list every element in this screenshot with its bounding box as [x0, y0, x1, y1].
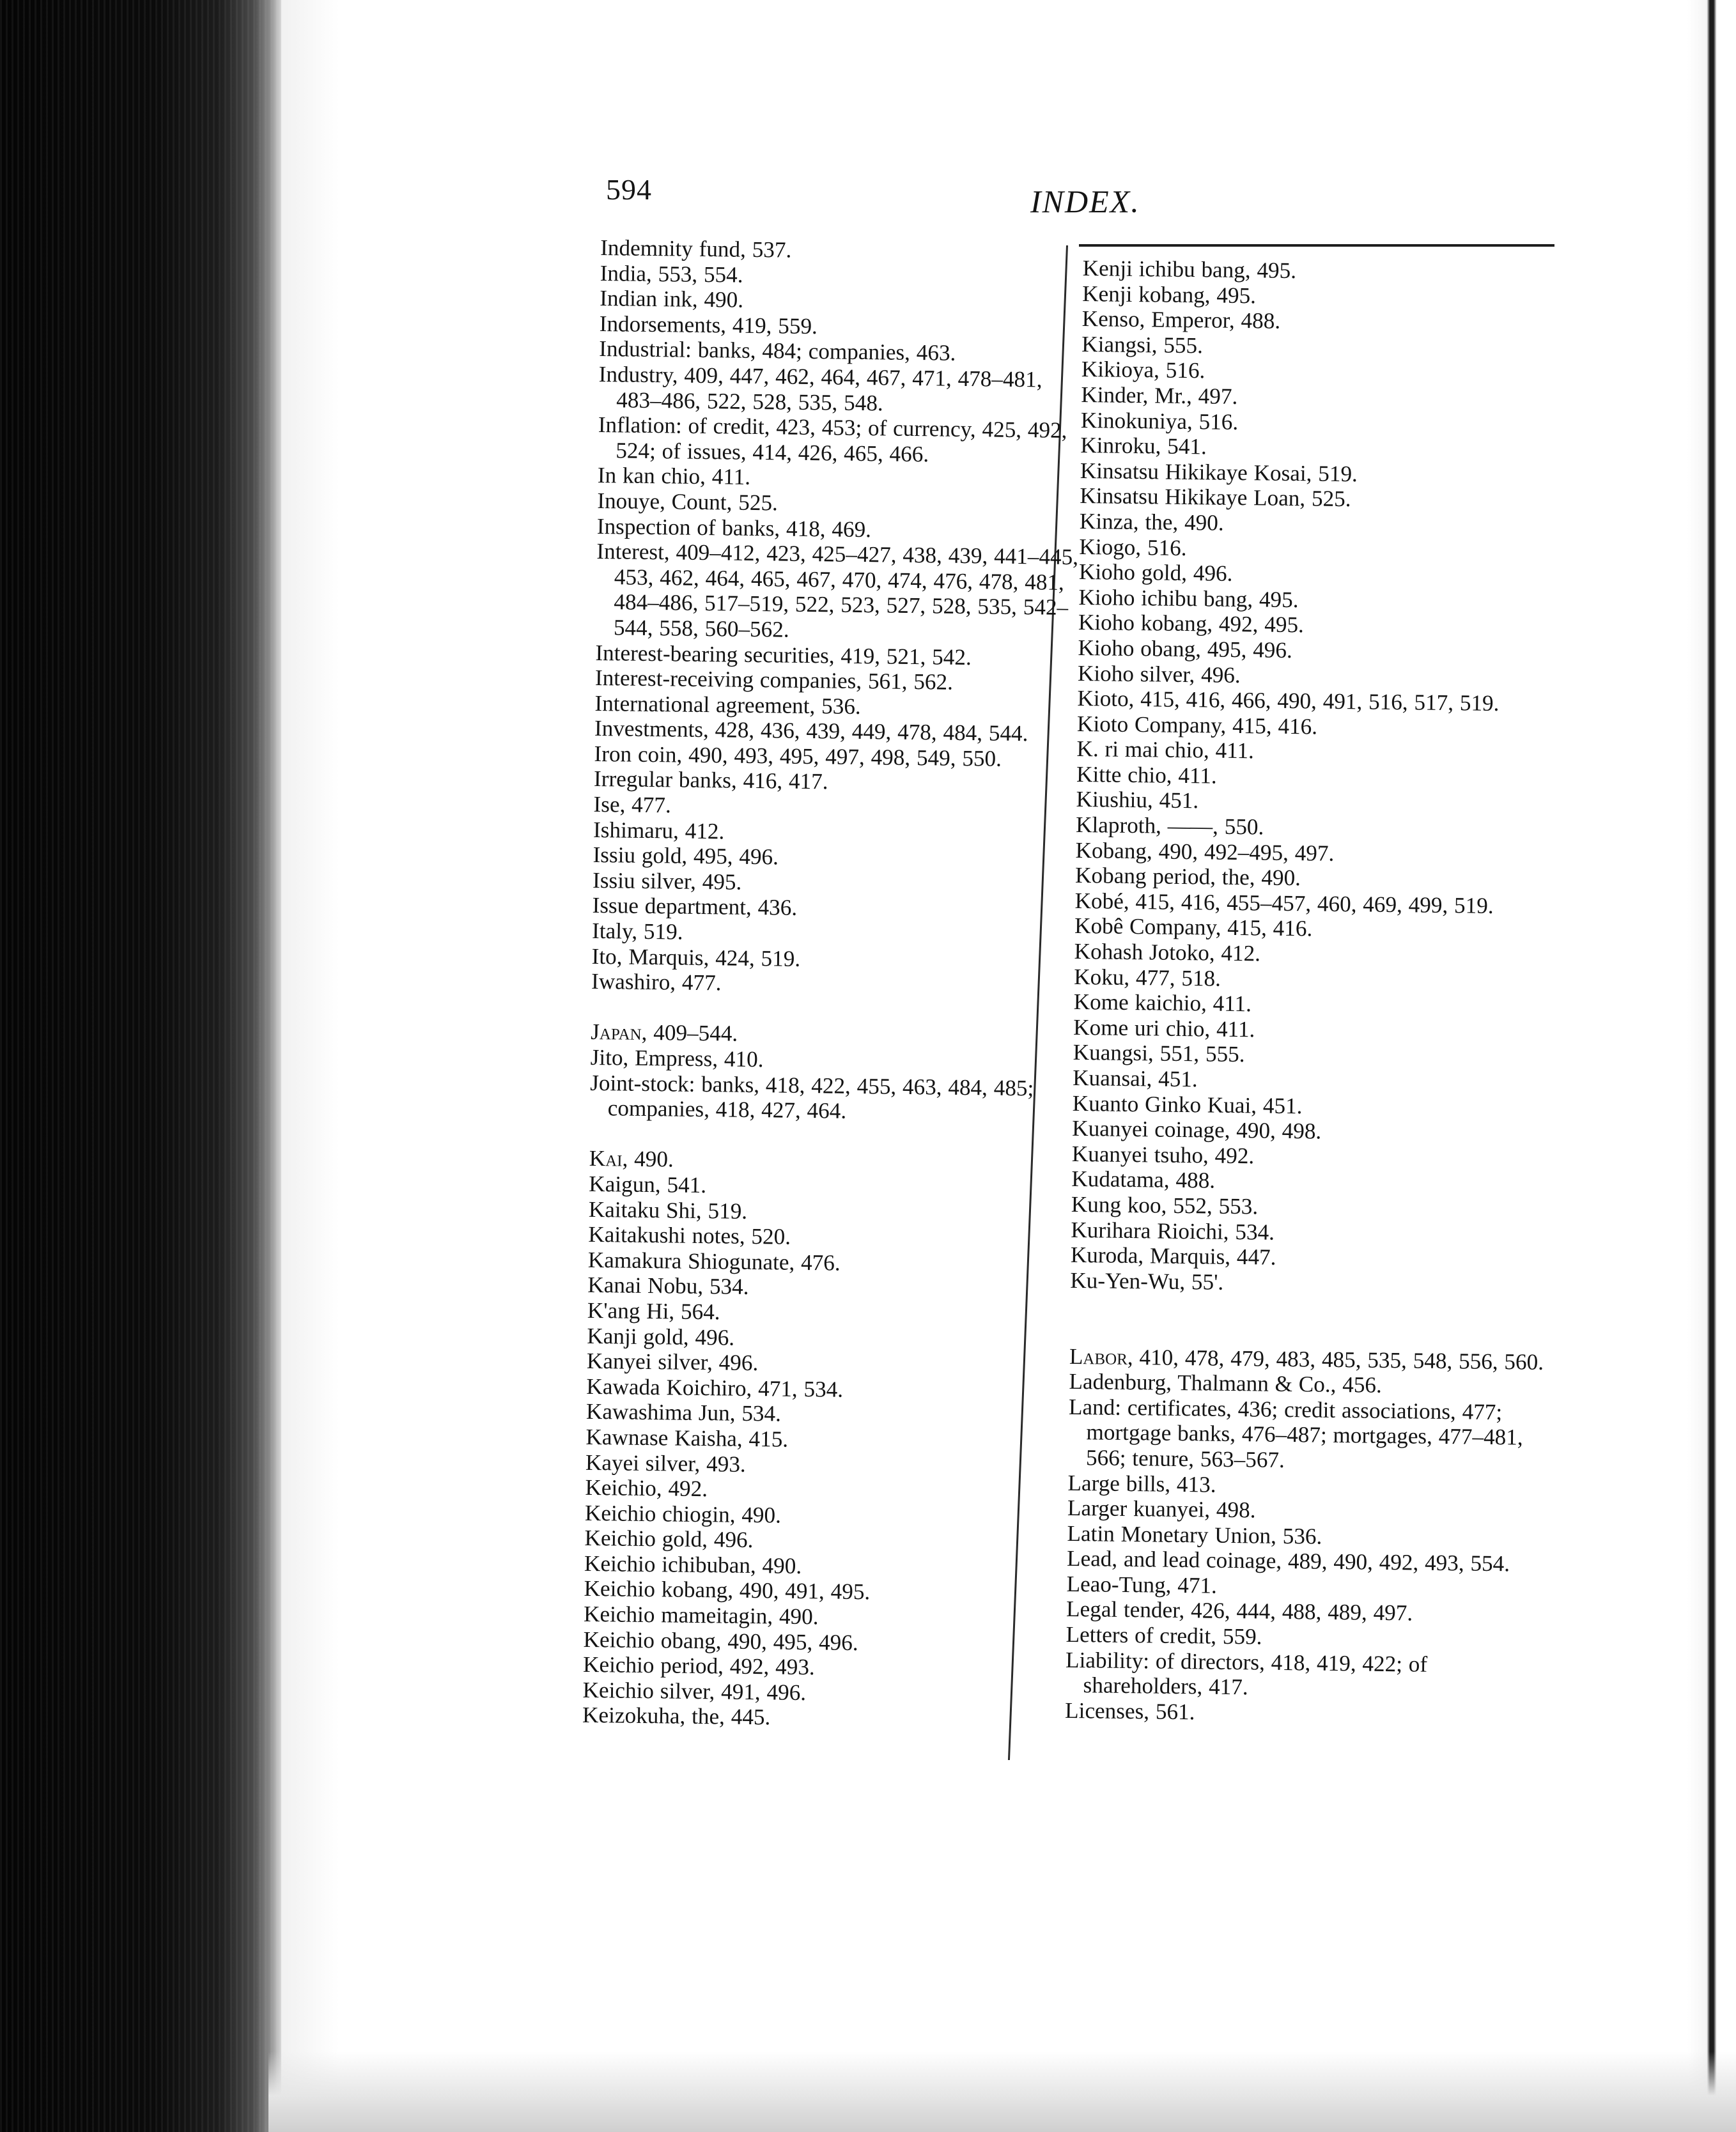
index-entry: Interest, 409–412, 423, 425–427, 438, 439, 441–445, 453, 462, 464, 465, 467, 470, 474, 476, 478, 481, 484–486, 517–519, 522, 523, 527, 528, 535, 542–544, 558, 560–562.: [596, 539, 1079, 642]
index-entry: Keichio period, 492, 493.: [582, 1652, 815, 1680]
index-entry: Irregular banks, 416, 417.: [593, 766, 828, 794]
index-entry: Keichio mameitagin, 490.: [583, 1601, 819, 1630]
index-entry: Kuanto Ginko Kuai, 451.: [1072, 1090, 1303, 1118]
index-entry: Kai, 490.: [589, 1146, 674, 1172]
index-entry: Labor, 410, 478, 479, 483, 485, 535, 548, 556, 560.: [1069, 1343, 1544, 1375]
index-entry: Keichio chiogin, 490.: [584, 1500, 782, 1528]
index-entry: Indorsements, 419, 559.: [599, 311, 818, 339]
index-entry: Letters of credit, 559.: [1066, 1621, 1262, 1649]
index-entry: Kiushiu, 451.: [1076, 787, 1199, 814]
index-entry: Kinsatsu Hikikaye Loan, 525.: [1080, 483, 1351, 512]
index-entry: Kinza, the, 490.: [1079, 508, 1224, 536]
index-entry: Legal tender, 426, 444, 488, 489, 497.: [1066, 1596, 1413, 1626]
index-entry: Issiu silver, 495.: [592, 867, 742, 895]
index-entry: Kenso, Emperor, 488.: [1081, 306, 1281, 334]
index-entry: Kikioya, 516.: [1081, 357, 1205, 383]
index-entry: Kinokuniya, 516.: [1080, 407, 1239, 435]
index-entry: Kobang, 490, 492–495, 497.: [1075, 837, 1335, 866]
index-entry: Kanji gold, 496.: [587, 1323, 735, 1350]
index-entry: Inspection of banks, 418, 469.: [596, 513, 872, 542]
index-entry: Land: certificates, 436; credit associations, 477; mortgage banks, 476–487; mortgages, 477–481, 566; tenure, 563–567.: [1068, 1394, 1523, 1472]
index-entry: Italy, 519.: [591, 918, 683, 945]
index-entry: Joint-stock: banks, 418, 422, 455, 463, 484, 485; companies, 418, 427, 464.: [590, 1070, 1034, 1124]
index-entry: Iron coin, 490, 493, 495, 497, 498, 549, 550.: [594, 741, 1002, 771]
index-entry: Kawada Koichiro, 471, 534.: [586, 1373, 844, 1402]
index-entry: Kanai Nobu, 534.: [587, 1272, 749, 1300]
index-entry: In kan chio, 411.: [597, 463, 751, 490]
index-entry: Ishimaru, 412.: [593, 817, 725, 844]
index-entry: Inouye, Count, 525.: [597, 488, 779, 516]
index-entry: Kaitakushi notes, 520.: [588, 1222, 791, 1249]
index-entry: Keizokuha, the, 445.: [582, 1703, 771, 1730]
index-entry: Kobé, 415, 416, 455–457, 460, 469, 499, 519.: [1074, 888, 1494, 918]
index-entry: India, 553, 554.: [600, 260, 743, 288]
index-entry: Kioho ichibu bang, 495.: [1078, 584, 1299, 612]
index-entry: K. ri mai chio, 411.: [1076, 736, 1255, 764]
index-entry: Inflation: of credit, 423, 453; of currency, 425, 492, 524; of issues, 414, 426, 465, 466.: [598, 412, 1067, 467]
index-entry: Kobang period, the, 490.: [1074, 863, 1301, 891]
index-entry: Iwashiro, 477.: [591, 969, 722, 996]
index-entry: Investments, 428, 436, 439, 449, 478, 484, 544.: [594, 716, 1028, 746]
index-entry: Industrial: banks, 484; companies, 463.: [599, 336, 956, 366]
index-entry: Kinroku, 541.: [1080, 433, 1207, 460]
index-entry: Kenji kobang, 495.: [1082, 281, 1257, 308]
index-entry: Kawashima Jun, 534.: [585, 1399, 782, 1426]
index-entry: International agreement, 536.: [594, 690, 861, 719]
index-entry: Kiangsi, 555.: [1081, 331, 1204, 359]
book-spine-edge: [0, 0, 281, 2132]
index-entry: Kudatama, 488.: [1071, 1166, 1216, 1194]
index-entry: Interest-receiving companies, 561, 562.: [594, 665, 954, 695]
index-entry: Leao-Tung, 471.: [1066, 1571, 1218, 1598]
index-entry: Ise, 477.: [593, 791, 672, 818]
index-entry: Kurihara Rioichi, 534.: [1071, 1217, 1275, 1245]
index-entry: Keichio, 492.: [585, 1474, 708, 1502]
index-entry: Koku, 477, 518.: [1073, 964, 1221, 991]
index-entry: Kawnase Kaisha, 415.: [585, 1424, 789, 1452]
index-entry: K'ang Hi, 564.: [587, 1297, 720, 1325]
index-entry: Large bills, 413.: [1067, 1470, 1216, 1497]
index-entry: Indian ink, 490.: [600, 286, 744, 313]
index-entry: Kung koo, 552, 553.: [1071, 1191, 1259, 1219]
index-entry: Kioho silver, 496.: [1077, 660, 1241, 688]
index-entry: Kuroda, Marquis, 447.: [1070, 1242, 1276, 1270]
index-entry: Liability: of directors, 418, 419, 422; of shareholders, 417.: [1065, 1647, 1428, 1700]
index-entry: Kinsatsu Hikikaye Kosai, 519.: [1080, 458, 1358, 487]
index-entry: Latin Monetary Union, 536.: [1067, 1520, 1322, 1549]
index-entry: Keichio kobang, 490, 491, 495.: [584, 1576, 871, 1605]
next-page-edge: [1687, 0, 1736, 2132]
index-entry: Indemnity fund, 537.: [600, 235, 792, 263]
index-entry: Kaigun, 541.: [589, 1171, 707, 1198]
index-entry: Japan, 409–544.: [590, 1019, 738, 1047]
page-number: 594: [606, 173, 652, 206]
index-entry: Issue department, 436.: [592, 893, 798, 921]
index-entry: Kioho obang, 495, 496.: [1078, 635, 1293, 663]
page-bottom-shadow: [268, 2051, 1736, 2132]
index-entry: Kaitaku Shi, 519.: [588, 1196, 748, 1224]
index-entry: Kitte chio, 411.: [1076, 761, 1217, 789]
index-entry: Kuangsi, 551, 555.: [1073, 1040, 1245, 1067]
index-entry: Ito, Marquis, 424, 519.: [591, 943, 801, 971]
index-entry: Ladenburg, Thalmann & Co., 456.: [1069, 1368, 1383, 1398]
index-entry: Jito, Empress, 410.: [590, 1044, 764, 1072]
index-entry: Kioho gold, 496.: [1078, 559, 1233, 587]
index-entry: Kioto Company, 415, 416.: [1076, 711, 1318, 739]
index-entry: Kiogo, 516.: [1079, 534, 1187, 560]
index-entry: Kioto, 415, 416, 466, 490, 491, 516, 517, 519.: [1077, 686, 1500, 716]
index-entry: Kuanyei coinage, 490, 498.: [1072, 1116, 1322, 1144]
index-entry: Keichio obang, 490, 495, 496.: [583, 1626, 858, 1655]
index-entry: Kamakura Shiogunate, 476.: [587, 1247, 841, 1276]
index-entry: Kuanyei tsuho, 492.: [1071, 1141, 1255, 1169]
index-entry: Issiu gold, 495, 496.: [593, 842, 779, 870]
index-entry: Ku-Yen-Wu, 55'.: [1070, 1267, 1224, 1295]
index-entry: Interest-bearing securities, 419, 521, 542.: [595, 640, 972, 670]
index-entry: Kobê Company, 415, 416.: [1074, 913, 1313, 941]
index-entry: Kome kaichio, 411.: [1073, 989, 1252, 1017]
index-entry: Klaproth, ——, 550.: [1075, 812, 1264, 840]
index-entry: Keichio ichibuban, 490.: [584, 1550, 802, 1579]
index-entry: Larger kuanyei, 498.: [1067, 1495, 1256, 1523]
index-entry: Kome uri chio, 411.: [1073, 1014, 1255, 1042]
index-entry: Keichio silver, 491, 496.: [582, 1677, 807, 1705]
running-head: INDEX.: [1030, 183, 1140, 219]
index-entry: Kuansai, 451.: [1073, 1065, 1198, 1092]
index-entry: Kohash Jotoko, 412.: [1074, 938, 1261, 966]
index-column-left: [582, 235, 1086, 1734]
index-entry: Kioho kobang, 492, 495.: [1078, 610, 1305, 638]
index-entry: Kenji ichibu bang, 495.: [1082, 256, 1297, 284]
index-entry: Licenses, 561.: [1064, 1697, 1195, 1725]
index-entry: Kayei silver, 493.: [585, 1449, 746, 1477]
index-entry: Kanyei silver, 496.: [586, 1348, 759, 1376]
index-entry: Keichio gold, 496.: [584, 1526, 754, 1553]
index-entry: Industry, 409, 447, 462, 464, 467, 471, 478–481, 483–486, 522, 528, 535, 548.: [598, 361, 1042, 415]
index-entry: Lead, and lead coinage, 489, 490, 492, 493, 554.: [1066, 1546, 1510, 1577]
index-entry: Kinder, Mr., 497.: [1081, 382, 1238, 409]
index-column-right: [1065, 256, 1569, 1729]
header-rule: [1079, 244, 1554, 247]
